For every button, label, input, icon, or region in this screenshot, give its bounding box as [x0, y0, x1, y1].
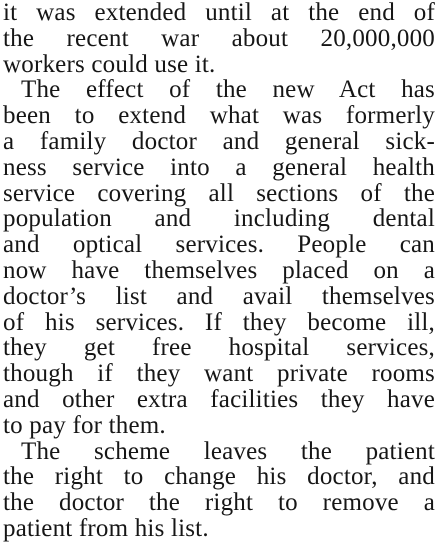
text-line: doctor’s list and avail themselves: [3, 282, 435, 310]
text-line: been to extend what was formerly: [3, 102, 435, 130]
text-line: the doctor the right to remove a: [3, 489, 435, 517]
text-line: patient from his list.: [3, 514, 209, 542]
text-line: population and including dental: [3, 205, 435, 233]
text-line: service covering all sections of the: [3, 179, 435, 207]
text-line: the right to change his doctor, and: [3, 463, 435, 491]
text-line: the recent war about 20,000,000: [3, 24, 435, 52]
text-line: to pay for them.: [3, 411, 166, 439]
text-line: now have themselves placed on a: [3, 256, 435, 284]
text-line: they get free hospital services,: [3, 334, 435, 362]
text-line: workers could use it.: [3, 50, 216, 78]
text-line: ness service into a general health: [3, 153, 435, 181]
text-line: The effect of the new Act has: [21, 76, 435, 104]
text-line: of his services. If they become ill,: [3, 308, 435, 336]
text-line: and optical services. People can: [3, 231, 435, 259]
text-line: it was extended until at the end of: [3, 0, 435, 26]
text-line: and other extra facilities they have: [3, 385, 435, 413]
text-line: The scheme leaves the patient: [21, 437, 435, 465]
text-line: a family doctor and general sick-: [3, 127, 435, 155]
article-column: [3, 0, 435, 542]
text-line: though if they want private rooms: [3, 360, 435, 388]
